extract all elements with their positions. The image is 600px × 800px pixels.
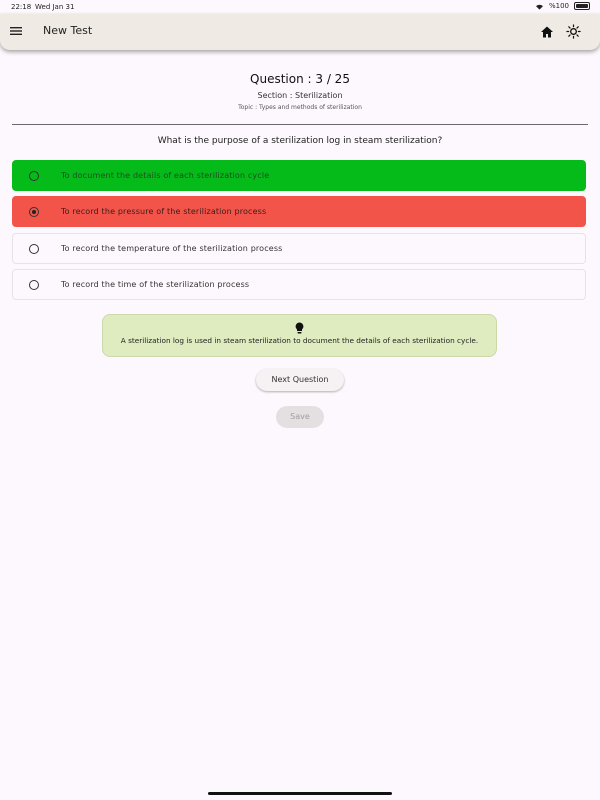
status-date: Wed Jan 31 [35,3,75,11]
battery-icon [574,2,590,10]
menu-icon[interactable] [10,25,22,37]
answer-option[interactable] [12,269,586,300]
section-label: Section : Sterilization [257,91,343,100]
home-icon[interactable] [540,25,554,39]
topic-label: Topic : Types and methods of sterilization [238,104,362,111]
app-title: New Test [43,24,93,37]
option-label: To record the time of the sterilization process [61,280,250,289]
radio-button[interactable] [29,280,39,290]
header-divider [12,124,588,125]
explanation-text: A sterilization log is used in steam sterilization to document the details of each sterilization cycle. [120,336,479,345]
option-label: To record the temperature of the sterilization process [61,244,283,253]
answer-option-correct[interactable] [12,160,586,191]
save-button[interactable]: Save [276,406,324,428]
battery-percent: %100 [548,2,569,10]
wifi-icon [535,3,544,10]
option-label: To document the details of each sterilization cycle [61,171,270,180]
radio-button[interactable] [29,244,39,254]
answer-option[interactable] [12,233,586,264]
radio-button[interactable] [29,171,39,181]
question-text: What is the purpose of a sterilization log in steam sterilization? [157,136,443,146]
explanation-hint [102,314,497,357]
option-label: To record the pressure of the sterilization process [61,207,267,216]
question-header [0,72,600,111]
home-indicator[interactable] [208,792,392,795]
answer-option-selected-wrong[interactable] [12,196,586,227]
lightbulb-icon [295,322,304,334]
app-bar [0,14,600,50]
status-bar [0,0,600,14]
brightness-icon[interactable] [566,24,581,39]
status-time: 22:18 [11,3,32,11]
question-number: Question : 3 / 25 [250,72,350,86]
status-right [535,2,590,10]
next-question-button[interactable]: Next Question [256,369,344,391]
radio-button-selected[interactable] [29,207,39,217]
